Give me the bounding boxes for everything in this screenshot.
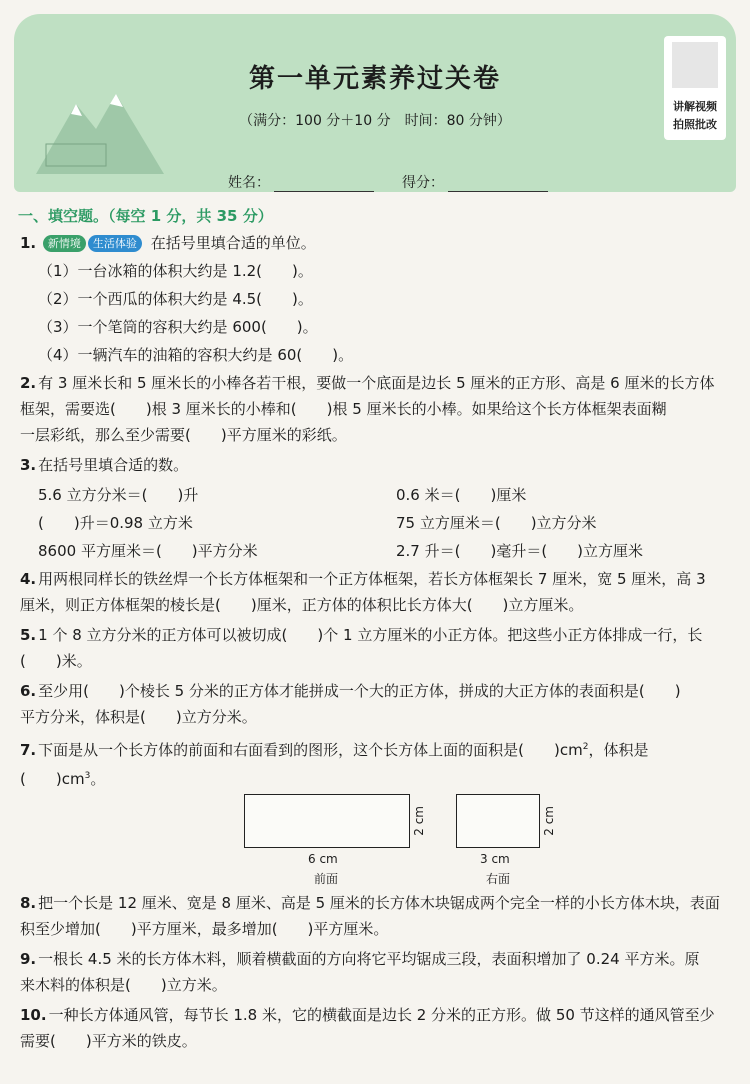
- q10-line-2: 需要( )平方米的铁皮。: [20, 1032, 197, 1050]
- score-field[interactable]: [402, 172, 548, 192]
- front-view-caption: 前面: [314, 872, 339, 886]
- q4-line-1: 用两根同样长的铁丝焊一个长方体框架和一个正方体框架，若长方体框架长 7 厘米，宽 5 厘米，高 3: [38, 570, 706, 588]
- question-number: 8.: [20, 894, 37, 912]
- question-number: 3.: [20, 456, 37, 474]
- q8-line-1: 把一个长是 12 厘米、宽是 8 厘米、高是 5 厘米的长方体木块锯成两个完全一样的小长方体木块，表面: [38, 894, 720, 912]
- right-view-height: 2 cm: [542, 806, 556, 836]
- question-number: 7.: [20, 741, 37, 759]
- page-title: 第一单元素养过关卷: [248, 64, 501, 94]
- section-title: 一、填空题。（每空 1 分，共 35 分）: [18, 207, 273, 225]
- q1-item-4: （4）一辆汽车的油箱的容积大约是 60( )。: [38, 346, 354, 364]
- q7-line-1-tail: ，体积是: [588, 741, 649, 759]
- question-10: [20, 1002, 736, 1054]
- qr-code-box[interactable]: [664, 36, 726, 140]
- q2-line-2: 框架，需要选( )根 3 厘米长的小棒和( )根 5 厘米长的小棒。如果给这个长方体框架表面糊: [20, 400, 667, 418]
- question-3: [20, 452, 736, 478]
- qr-label-grade: 拍照批改: [673, 118, 717, 131]
- q3-left-1: 5.6 立方分米＝( )升: [38, 486, 199, 504]
- q7-sup-3: 3: [84, 771, 91, 781]
- question-2: [20, 370, 736, 448]
- header-banner: [14, 14, 736, 192]
- name-label: 姓名：: [228, 175, 270, 191]
- front-view-width: 6 cm: [308, 852, 338, 866]
- q2-line-3: 一层彩纸，那么至少需要( )平方厘米的彩纸。: [20, 426, 347, 444]
- q10-line-1: 一种长方体通风管，每节长 1.8 米，它的横截面是边长 2 分米的正方形。做 50 节这样的通风管至少: [48, 1006, 715, 1024]
- question-5: [20, 622, 736, 674]
- q3-right-3: 2.7 升＝( )毫升＝( )立方厘米: [396, 542, 644, 560]
- front-view-rectangle: [244, 794, 410, 848]
- question-number: 4.: [20, 570, 37, 588]
- page-subtitle: （满分：100 分＋10 分 时间：80 分钟）: [239, 113, 511, 129]
- q4-line-2: 厘米，则正方体框架的棱长是( )厘米，正方体的体积比长方体大( )立方厘米。: [20, 596, 584, 614]
- q7-line-2: ( )cm: [20, 770, 85, 788]
- front-view-height: 2 cm: [412, 806, 426, 836]
- question-number: 9.: [20, 950, 37, 968]
- badge-new-context: 新情境: [43, 235, 86, 252]
- question-7: [20, 734, 736, 792]
- q1-item-3: （3）一个笔筒的容积大约是 600( )。: [38, 318, 318, 336]
- score-blank[interactable]: [448, 177, 548, 192]
- question-number: 1.: [20, 234, 37, 252]
- question-1: [20, 230, 736, 256]
- q1-item-1: （1）一台冰箱的体积大约是 1.2( )。: [38, 262, 313, 280]
- question-9: [20, 946, 736, 998]
- q6-line-2: 平方分米，体积是( )立方分米。: [20, 708, 257, 726]
- q9-line-2: 来木料的体积是( )立方米。: [20, 976, 227, 994]
- qr-code-icon: [672, 42, 718, 88]
- question-number: 10.: [20, 1006, 47, 1024]
- q5-line-2: ( )米。: [20, 652, 92, 670]
- question-4: [20, 566, 736, 618]
- question-number: 2.: [20, 374, 37, 392]
- question-6: [20, 678, 736, 730]
- q5-line-1: 1 个 8 立方分米的正方体可以被切成( )个 1 立方厘米的小正方体。把这些小正方体排成一行，长: [38, 626, 703, 644]
- qr-label-video: 讲解视频: [673, 100, 717, 113]
- q6-line-1: 至少用( )个棱长 5 分米的正方体才能拼成一个大的正方体，拼成的大正方体的表面积是( ): [38, 682, 681, 700]
- right-view-width: 3 cm: [480, 852, 510, 866]
- question-8: [20, 890, 736, 942]
- q9-line-1: 一根长 4.5 米的长方体木料，顺着横截面的方向将它平均锯成三段，表面积增加了 0.24 平方米。原: [38, 950, 700, 968]
- right-view-caption: 右面: [486, 872, 511, 886]
- q7-sup-2: 2: [582, 742, 589, 752]
- name-field[interactable]: [228, 172, 374, 192]
- q3-left-2: ( )升＝0.98 立方米: [38, 514, 193, 532]
- q8-line-2: 积至少增加( )平方厘米，最多增加( )平方厘米。: [20, 920, 389, 938]
- badge-life-experience: 生活体验: [88, 235, 142, 252]
- question-number: 5.: [20, 626, 37, 644]
- right-view-rectangle: [456, 794, 540, 848]
- q3-right-1: 0.6 米＝( )厘米: [396, 486, 527, 504]
- q7-line-1: 下面是从一个长方体的前面和右面看到的图形，这个长方体上面的面积是( )cm: [38, 741, 583, 759]
- question-number: 6.: [20, 682, 37, 700]
- score-label: 得分：: [402, 175, 444, 191]
- name-blank[interactable]: [274, 177, 374, 192]
- q3-left-3: 8600 平方厘米＝( )平方分米: [38, 542, 258, 560]
- q2-line-1: 有 3 厘米长和 5 厘米长的小棒各若干根，要做一个底面是边长 5 厘米的正方形、高是 6 厘米的长方体: [38, 374, 715, 392]
- q7-line-2-tail: 。: [90, 770, 106, 788]
- question-text: 在括号里填合适的单位。: [150, 234, 316, 252]
- question-text: 在括号里填合适的数。: [38, 456, 189, 474]
- q1-item-2: （2）一个西瓜的体积大约是 4.5( )。: [38, 290, 313, 308]
- q3-right-2: 75 立方厘米＝( )立方分米: [396, 514, 597, 532]
